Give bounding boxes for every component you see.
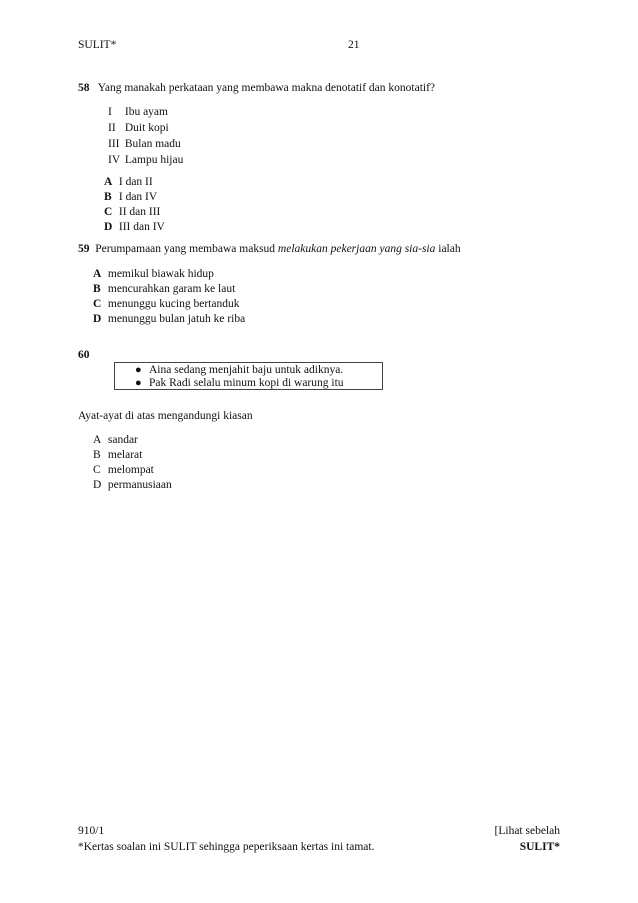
option-text: permanusiaan [107, 479, 172, 491]
statement-item [108, 137, 181, 151]
option-text: memikul biawak hidup [107, 268, 214, 280]
option-text: melompat [107, 464, 154, 476]
question-number: 58 [78, 82, 90, 94]
statement-text: Duit kopi [124, 122, 169, 134]
option-letter: A [93, 268, 102, 280]
paper-code: 910/1 [78, 825, 105, 837]
statement-item [108, 153, 183, 167]
option-letter: D [93, 479, 102, 491]
option-letter: B [93, 283, 101, 295]
option-text: mencurahkan garam ke laut [107, 283, 236, 295]
statement-text: Bulan madu [124, 138, 181, 150]
statement-box [114, 362, 383, 390]
question-prompt: Ayat-ayat di atas mengandungi kiasan [78, 410, 253, 422]
footer-sulit: SULIT* [519, 841, 560, 853]
question-prompt-italic: melakukan pekerjaan yang sia-sia [277, 243, 436, 255]
option-letter: C [104, 206, 113, 218]
roman-numeral: IV [108, 154, 121, 166]
roman-numeral: III [108, 138, 120, 150]
answer-option[interactable] [93, 448, 142, 462]
question-prompt: Yang manakah perkataan yang membawa makna denotatif dan konotatif? [97, 82, 436, 94]
option-letter: D [104, 221, 113, 233]
answer-option[interactable] [93, 463, 154, 477]
answer-option[interactable] [93, 297, 239, 311]
question-58-stem [78, 81, 435, 95]
statement-line [135, 363, 343, 377]
turn-page-note: [Lihat sebelah [494, 825, 560, 837]
question-59-stem [78, 242, 461, 256]
option-letter: A [104, 176, 113, 188]
option-letter: B [104, 191, 112, 203]
answer-option[interactable] [104, 190, 157, 204]
option-text: menunggu kucing bertanduk [107, 298, 240, 310]
statement-line [135, 376, 344, 390]
statement-text: Pak Radi selalu minum kopi di warung itu [149, 377, 344, 389]
bullet-icon: ● [135, 364, 142, 376]
option-text: I dan II [118, 176, 153, 188]
answer-option[interactable] [93, 312, 245, 326]
question-prompt-start: Perumpamaan yang membawa maksud [95, 243, 276, 255]
question-prompt-end: ialah [438, 243, 461, 255]
answer-option[interactable] [93, 478, 172, 492]
option-letter: B [93, 449, 101, 461]
confidential-notice: *Kertas soalan ini SULIT sehingga peperiksaan kertas ini tamat. [78, 841, 375, 853]
option-text: menunggu bulan jatuh ke riba [107, 313, 246, 325]
answer-option[interactable] [93, 433, 138, 447]
answer-option[interactable] [104, 220, 165, 234]
option-text: I dan IV [118, 191, 158, 203]
roman-numeral: II [108, 122, 116, 134]
statement-item [108, 121, 169, 135]
question-60-number: 60 [78, 349, 90, 361]
question-number: 59 [78, 243, 90, 255]
answer-option[interactable] [93, 267, 214, 281]
statement-text: Lampu hijau [124, 154, 184, 166]
option-text: melarat [107, 449, 143, 461]
option-text: III dan IV [118, 221, 165, 233]
option-letter: C [93, 298, 102, 310]
statement-text: Ibu ayam [124, 106, 168, 118]
page-number: 21 [348, 39, 360, 51]
statement-text: Aina sedang menjahit baju untuk adiknya. [149, 364, 344, 376]
roman-numeral: I [108, 106, 112, 118]
option-letter: A [93, 434, 102, 446]
answer-option[interactable] [104, 205, 160, 219]
answer-option[interactable] [93, 282, 235, 296]
statement-item [108, 105, 168, 119]
bullet-icon: ● [135, 377, 142, 389]
header-sulit: SULIT* [78, 39, 117, 51]
option-text: sandar [107, 434, 138, 446]
answer-option[interactable] [104, 175, 153, 189]
option-text: II dan III [118, 206, 161, 218]
option-letter: C [93, 464, 101, 476]
option-letter: D [93, 313, 102, 325]
